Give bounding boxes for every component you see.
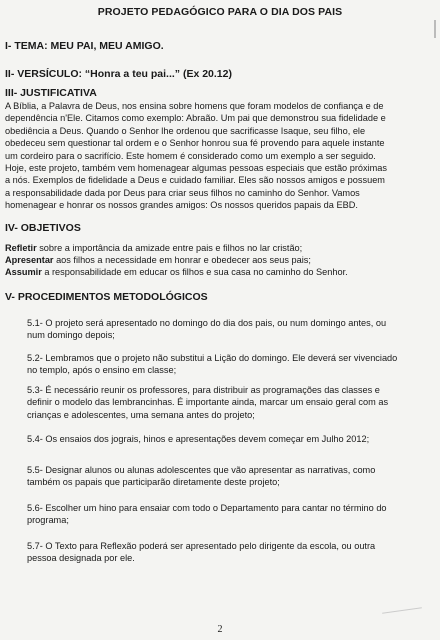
justificativa-line: a responsabilidade dada por Deus para criar seus filhos no caminho do Senhor. Vamos (5, 187, 360, 198)
procedimento-line: definir o modelo das lembrancinhas. É importante ainda, marcar um ensaio geral com as (27, 397, 389, 408)
scan-artifact (382, 607, 422, 614)
objetivo-item (5, 254, 311, 267)
scan-artifact (434, 20, 436, 38)
justificativa-line: obediência a Deus. Quando o Senhor lhe ordenou que sacrificasse Isaque, seu filho, ele (5, 125, 366, 136)
procedimento-line: programa; (27, 515, 69, 526)
procedimento-line: 5.5- Designar alunos ou alunas adolescentes que vão apresentar as narrativas, como (27, 465, 376, 475)
justificativa-text (5, 100, 437, 212)
objetivo-text: a responsabilidade em educar os filhos e sua casa no caminho do Senhor. (41, 267, 348, 277)
procedimento-item (27, 352, 435, 377)
procedimento-line: 5.6- Escolher um hino para ensaiar com todo o Departamento para cantar no término do (27, 503, 387, 513)
versiculo-heading (5, 68, 232, 80)
justificativa-line: dependência n'Ele. Citamos como exemplo: Abraão. Um pai que demonstrou sua fidelidade e (5, 113, 386, 124)
objetivo-item (5, 266, 348, 279)
objetivo-text: aos filhos a necessidade em honrar e obedecer aos seus pais; (53, 255, 311, 265)
versiculo-label: II- VERSÍCULO: (5, 68, 83, 80)
procedimento-line: 5.3- É necessário reunir os professores, para distribuir as programações das classes e (27, 385, 380, 395)
procedimento-item (27, 317, 435, 342)
procedimento-line: no templo, após o ensino em classe; (27, 365, 177, 376)
procedimento-line: 5.1- O projeto será apresentado no domingo do dia dos pais, ou num domingo antes, ou (27, 318, 387, 328)
justificativa-heading: III- JUSTIFICATIVA (5, 87, 97, 99)
tema-value: MEU PAI, MEU AMIGO. (47, 40, 164, 52)
tema-heading (5, 40, 164, 52)
procedimento-line: 5.2- Lembramos que o projeto não substitui a Lição do domingo. Ele deverá ser vivenciado (27, 353, 398, 363)
procedimento-line: crianças e adolescentes, uma semana antes do projeto; (27, 409, 255, 420)
objetivo-verb: Apresentar (5, 255, 54, 265)
document-title: PROJETO PEDAGÓGICO PARA O DIA DOS PAIS (97, 6, 343, 18)
procedimento-item (27, 384, 435, 421)
objetivo-verb: Assumir (5, 267, 42, 277)
page-number: 2 (217, 624, 223, 635)
objetivo-text: sobre a importância da amizade entre pais e filhos no lar cristão; (36, 243, 303, 253)
procedimento-line: pessoa designada por ele. (27, 553, 135, 564)
objetivos-heading: IV- OBJETIVOS (5, 222, 81, 234)
procedimento-item (27, 433, 435, 445)
justificativa-line: um cordeiro para o sacrifício. Este homem é considerado como um exemplo a ser seguido. (5, 150, 376, 161)
tema-label: I- TEMA: (5, 40, 48, 52)
justificativa-line: a nós. Exemplos de fidelidade a Deus e cuidado familiar. Eles são nossos amigos e possuem (5, 175, 385, 186)
procedimento-line: num domingo depois; (27, 330, 115, 341)
versiculo-value: “Honra a teu pai...” (Ex 20.12) (82, 68, 232, 80)
procedimento-item (27, 464, 435, 489)
procedimentos-heading: V- PROCEDIMENTOS METODOLÓGICOS (5, 291, 208, 303)
procedimento-line: também os papais que participarão diretamente deste projeto; (27, 477, 280, 488)
justificativa-line: obedeceu sem questionar tal ordem e o Senhor honrou sua fé provendo para aquele instante (5, 138, 385, 149)
objetivo-item (5, 242, 302, 255)
justificativa-line: A Bíblia, a Palavra de Deus, nos ensina sobre homens que foram modelos de confiança e de (5, 101, 384, 111)
procedimento-item (27, 502, 435, 527)
objetivo-verb: Refletir (5, 243, 37, 253)
justificativa-line: Hoje, este projeto, também vem homenagear algumas pessoas especiais que estão próximas (5, 163, 387, 174)
procedimento-line: 5.4- Os ensaios dos jograis, hinos e apresentações devem começar em Julho 2012; (27, 434, 370, 444)
procedimento-line: 5.7- O Texto para Reflexão poderá ser apresentado pelo dirigente da escola, ou outra (27, 541, 376, 551)
justificativa-line: homenagear e honrar os nossos grandes amigos: Os nossos queridos papais da EBD. (5, 200, 358, 211)
procedimento-item (27, 540, 435, 565)
